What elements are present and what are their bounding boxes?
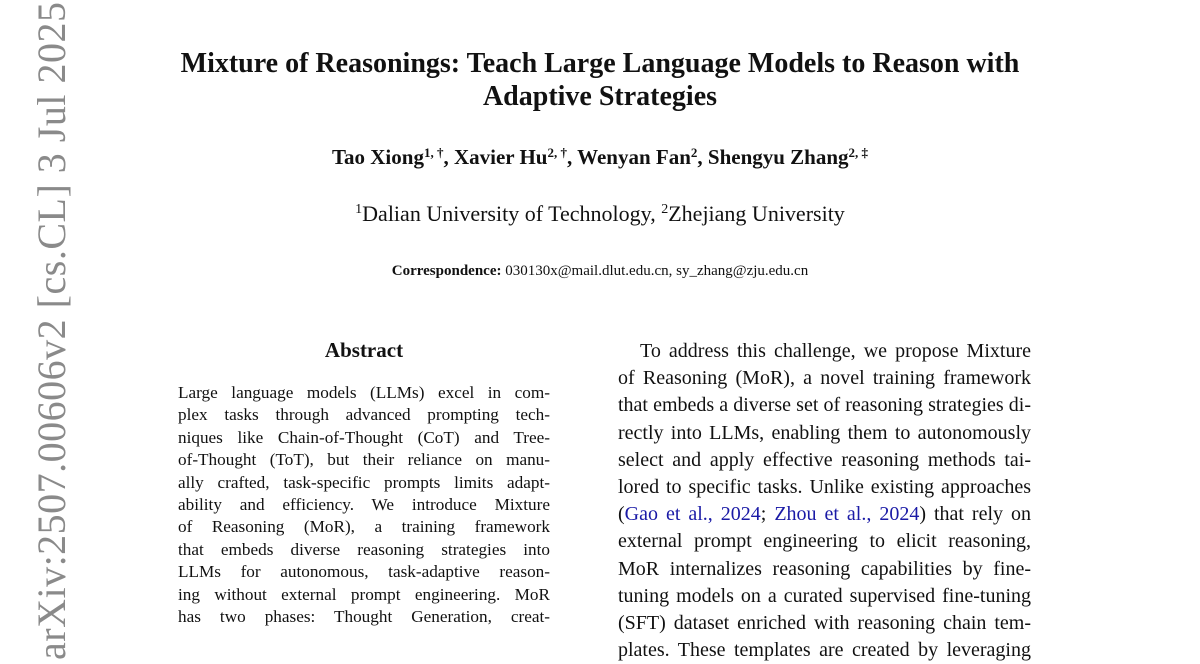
title-line-2: Adaptive Strategies: [482, 81, 718, 112]
author-marks: 2: [690, 145, 698, 160]
affiliation-name: Zhejiang University: [668, 201, 845, 226]
intro-line: rectly into LLMs, enabling them to autonomously: [618, 421, 1031, 444]
intro-line-with-citations: [618, 501, 1031, 528]
affiliation-name: Dalian University of Technology: [362, 201, 651, 226]
abstract-line: that embeds diverse reasoning strategies into: [178, 539, 550, 559]
affiliation-mark: 2: [661, 202, 669, 217]
author-marks: 2, †: [547, 145, 567, 160]
author-list: [150, 143, 1050, 171]
paper-title: [150, 47, 1050, 113]
author-name: Xavier Hu: [453, 145, 548, 169]
intro-line: tuning models on a curated supervised fine-tuning: [618, 584, 1031, 607]
correspondence-label: Correspondence:: [391, 263, 502, 279]
abstract-line: plex tasks through advanced prompting tech-: [178, 405, 550, 425]
intro-line: select and apply effective reasoning methods tai-: [618, 448, 1031, 471]
affiliation-mark: 1: [355, 202, 363, 217]
abstract-line: niques like Chain-of-Thought (CoT) and Tree-: [178, 427, 550, 447]
intro-line: MoR internalizes reasoning capabilities by fine-: [618, 557, 1031, 580]
abstract-line: of-Thought (ToT), but their reliance on manu-: [178, 450, 550, 470]
abstract-body: [178, 382, 550, 628]
abstract-line: of Reasoning (MoR), a training framework: [178, 517, 550, 537]
affiliations: [150, 199, 1050, 229]
intro-line: lored to specific tasks. Unlike existing approaches: [618, 476, 1031, 499]
paren-open: (: [618, 503, 625, 526]
author-separator: ,: [697, 145, 708, 169]
author: [577, 145, 708, 169]
author: [332, 145, 454, 169]
citation-separator: ;: [760, 503, 775, 526]
author-name: Tao Xiong: [331, 145, 424, 169]
affiliation: [661, 201, 845, 226]
abstract-line: ability and efficiency. We introduce Mixture: [178, 495, 550, 515]
author: [708, 145, 868, 169]
title-line-1: Mixture of Reasonings: Teach Large Language Models to Reason with: [180, 48, 1020, 79]
intro-line: To address this challenge, we propose Mixture: [640, 340, 1031, 362]
author-separator: ,: [443, 145, 454, 169]
abstract-heading: Abstract: [324, 338, 404, 362]
arxiv-id-stamp: arXiv:2507.00606v2 [cs.CL] 3 Jul 2025: [29, 1, 74, 660]
abstract-line: ally crafted, task-specific prompts limits adapt-: [178, 472, 550, 492]
affiliation-separator: ,: [650, 201, 662, 226]
intro-line-tail: ) that rely on: [919, 503, 1031, 526]
correspondence: [150, 261, 1050, 281]
correspondence-emails: 030130x@mail.dlut.edu.cn, sy_zhang@zju.edu.cn: [501, 263, 809, 279]
citation-link-gao-2024[interactable]: Gao et al., 2024: [624, 503, 761, 526]
author-name: Wenyan Fan: [577, 145, 691, 169]
citation-link-zhou-2024[interactable]: Zhou et al., 2024: [774, 503, 920, 526]
author-marks: 2, ‡: [848, 145, 869, 160]
intro-line: plates. These templates are created by leveraging: [618, 639, 1031, 662]
affiliation: [355, 201, 661, 226]
introduction-paragraph: [618, 338, 1031, 664]
abstract-line: Large language models (LLMs) excel in com-: [178, 383, 550, 402]
author: [454, 145, 577, 169]
author-name: Shengyu Zhang: [707, 145, 849, 169]
intro-line: that embeds a diverse set of reasoning strategies di-: [618, 394, 1031, 417]
abstract-line: ing without external prompt engineering. MoR: [178, 584, 550, 604]
intro-line: of Reasoning (MoR), a novel training framework: [618, 367, 1031, 390]
abstract-line: has two phases: Thought Generation, creat-: [178, 607, 550, 627]
author-marks: 1, †: [423, 145, 444, 160]
abstract-line: LLMs for autonomous, task-adaptive reason-: [178, 562, 550, 582]
intro-line: (SFT) dataset enriched with reasoning chain tem-: [618, 612, 1031, 635]
author-separator: ,: [566, 145, 578, 169]
intro-line: external prompt engineering to elicit reasoning,: [618, 530, 1031, 553]
